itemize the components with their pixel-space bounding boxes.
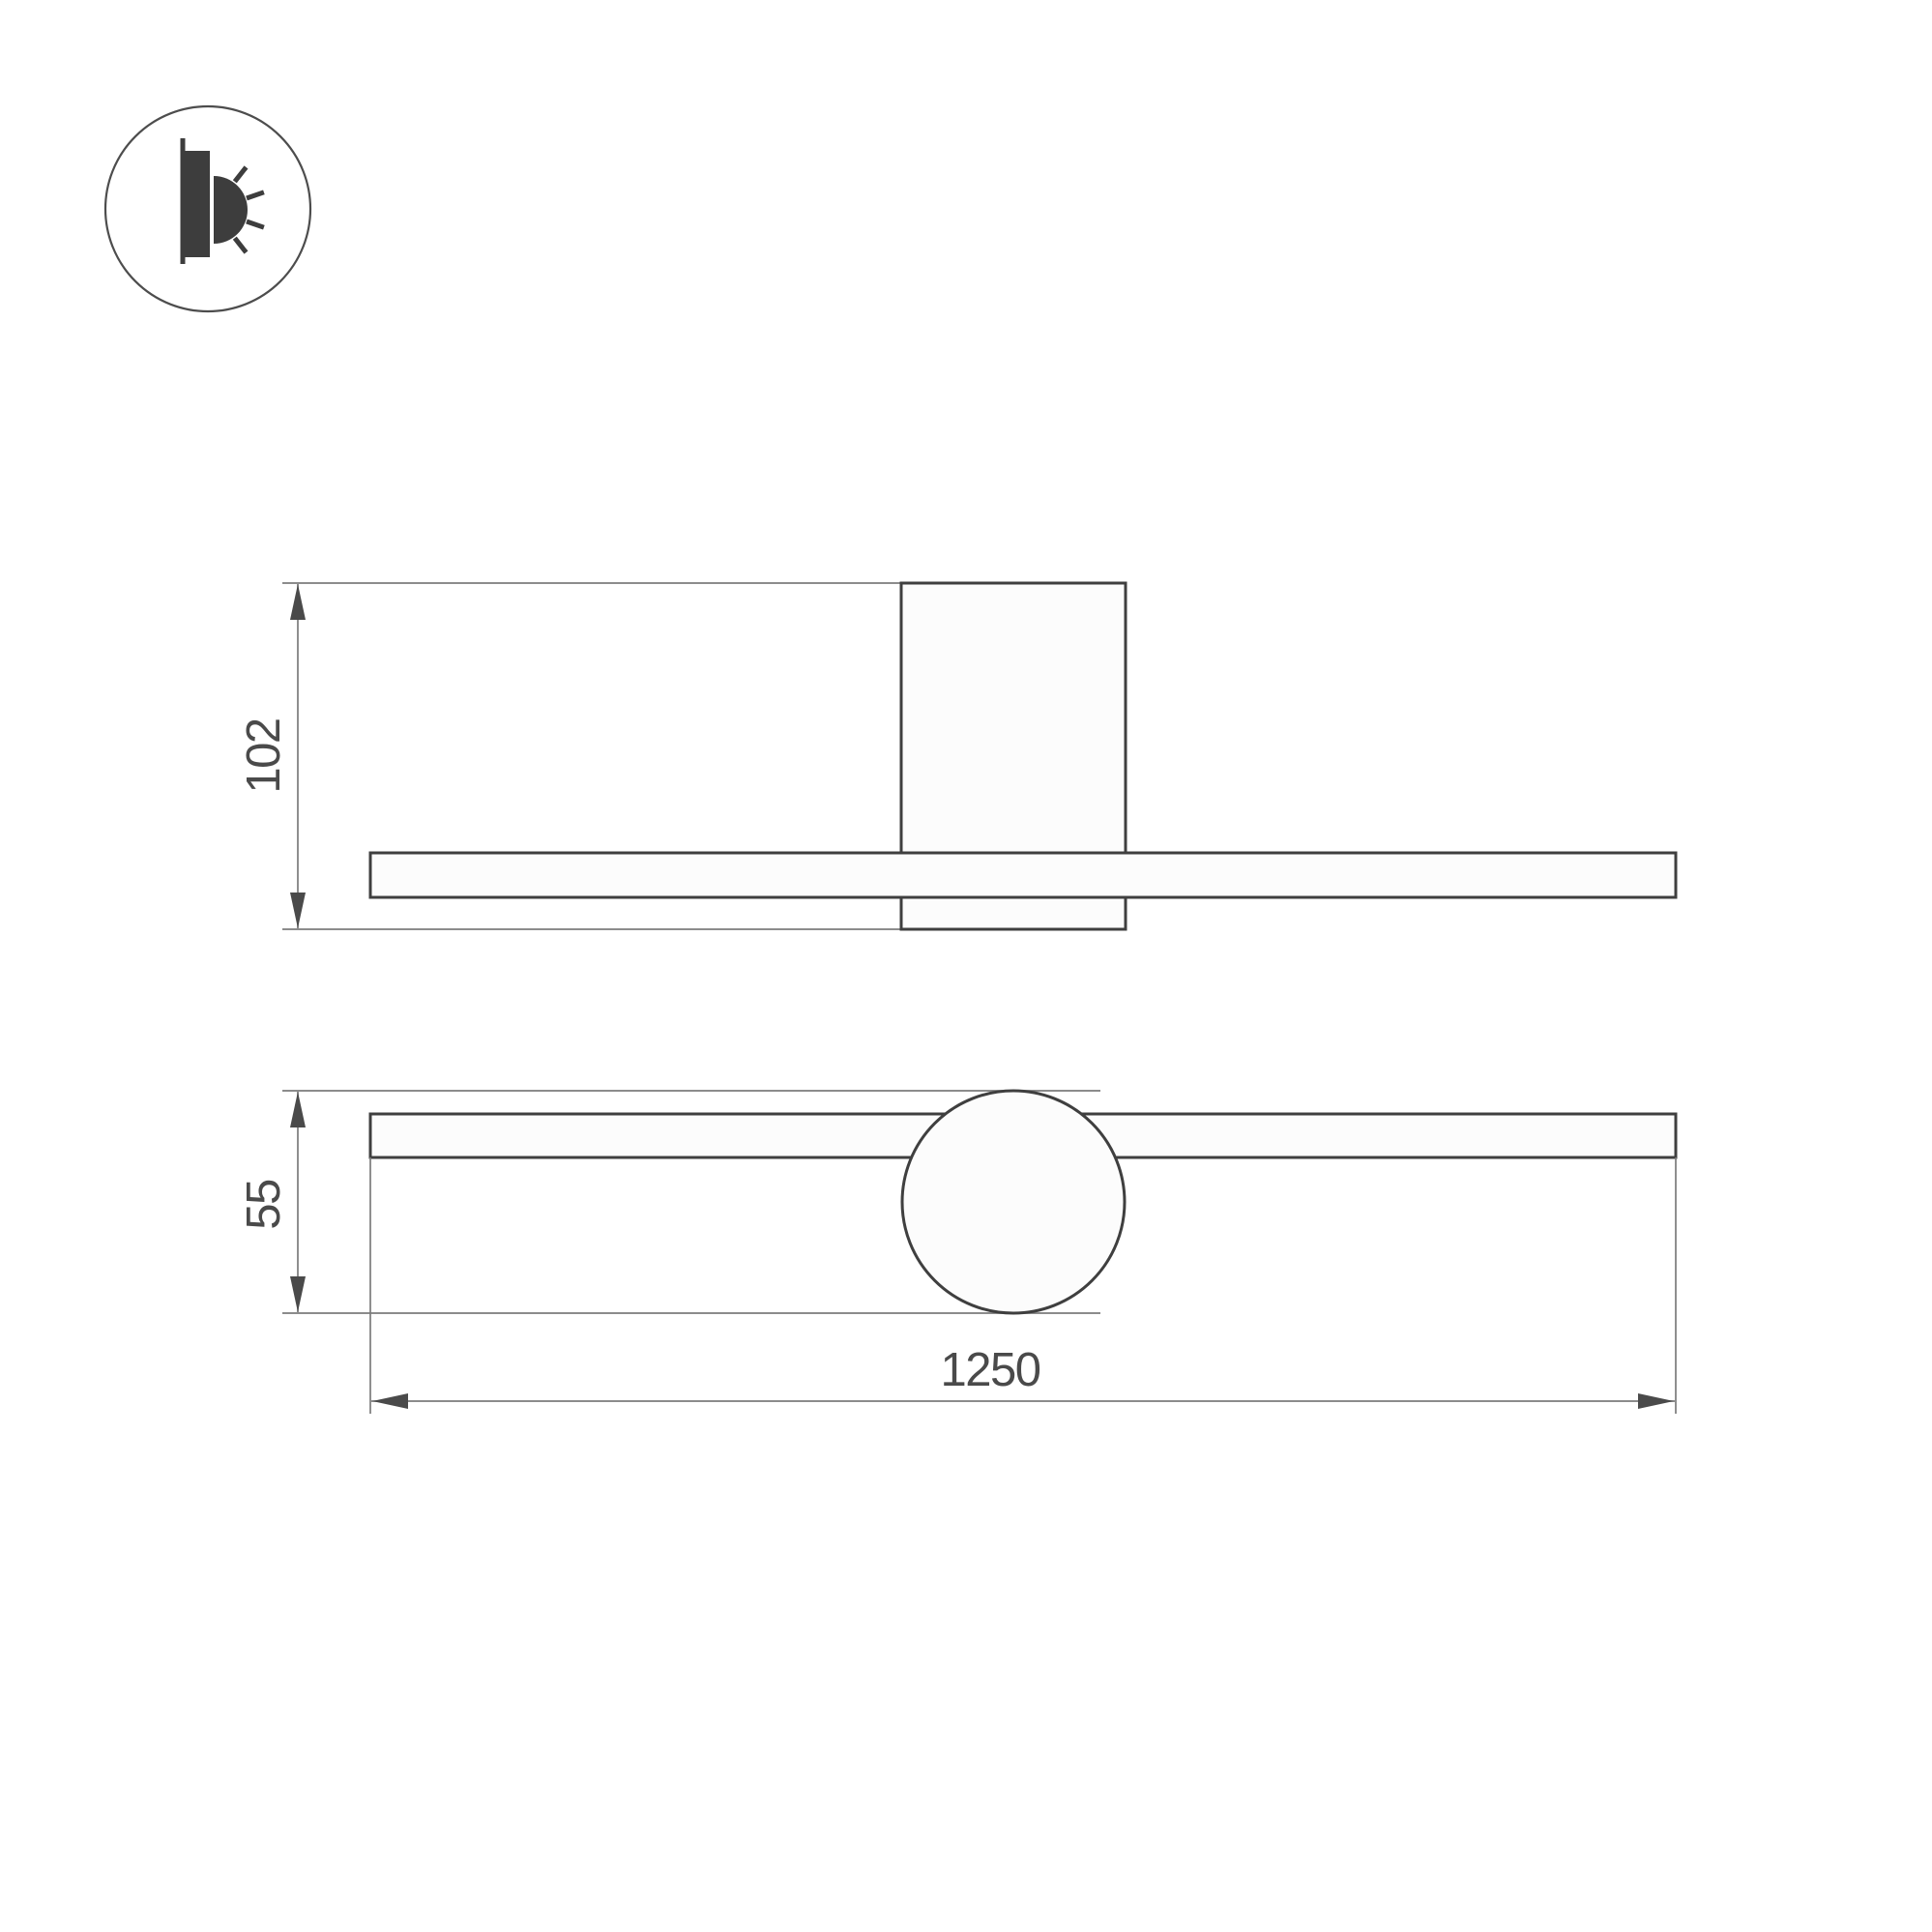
height-dimension-label: 102 [238,718,291,794]
bar-side-profile [370,853,1676,897]
arrowhead-up [290,1092,306,1127]
light-beam [214,176,248,244]
light-ray [247,192,264,198]
length-dimension-label: 1250 [940,1344,1040,1396]
arrowhead-up [290,584,306,620]
light-ray [235,167,247,182]
arrowhead-down [290,893,306,928]
depth-dimension-label: 55 [238,1180,291,1230]
front-view [282,1091,1676,1313]
side-view [282,583,1676,929]
light-ray [235,238,247,252]
arrowhead-left [372,1393,408,1409]
fixture-body [185,151,210,257]
depth-dimension [238,1092,306,1312]
light-ray [247,221,264,227]
wall-light-icon [105,106,310,311]
arrowhead-right [1638,1393,1674,1409]
ball-joint [902,1091,1125,1313]
height-dimension [238,584,306,928]
arrowhead-down [290,1276,306,1312]
